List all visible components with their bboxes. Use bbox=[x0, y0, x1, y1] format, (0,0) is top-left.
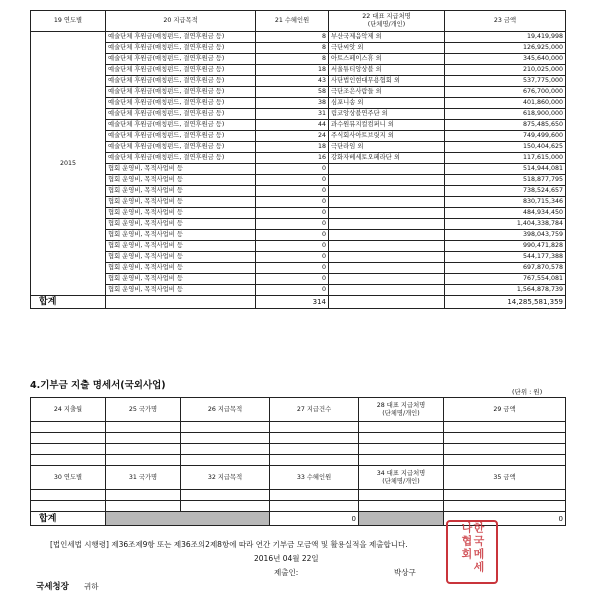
empty-row bbox=[31, 490, 566, 501]
recipients-cell: 0 bbox=[256, 263, 329, 274]
shaded-cell bbox=[106, 512, 270, 526]
table-header-row bbox=[31, 11, 566, 32]
table-row bbox=[31, 208, 566, 219]
header-year: 30 연도별 bbox=[31, 466, 106, 490]
recipients-cell: 31 bbox=[256, 109, 329, 120]
recipient-name-cell bbox=[329, 219, 445, 230]
purpose-cell: 예술단체 후원금(매칭펀드, 결연후원금 등) bbox=[106, 153, 256, 164]
table-row bbox=[31, 164, 566, 175]
amount-cell: 830,715,346 bbox=[445, 197, 566, 208]
overseas-header-row-1 bbox=[31, 398, 566, 422]
recipient-name-cell bbox=[329, 208, 445, 219]
purpose-cell: 협회 운영비, 목적사업비 등 bbox=[106, 186, 256, 197]
amount-cell: 19,419,998 bbox=[445, 32, 566, 43]
recipients-cell: 8 bbox=[256, 43, 329, 54]
empty-row bbox=[31, 422, 566, 433]
amount-cell: 618,900,000 bbox=[445, 109, 566, 120]
amount-cell: 398,043,759 bbox=[445, 230, 566, 241]
table-row bbox=[31, 87, 566, 98]
purpose-cell: 협회 운영비, 목적사업비 등 bbox=[106, 285, 256, 296]
empty-row bbox=[31, 433, 566, 444]
amount-cell: 875,485,650 bbox=[445, 120, 566, 131]
submission-date: 2016년 04월 22일 bbox=[254, 554, 319, 563]
total-count: 0 bbox=[270, 512, 359, 526]
total-blank bbox=[329, 296, 445, 309]
unit-label: (단위 : 원) bbox=[512, 388, 543, 396]
table-row bbox=[31, 186, 566, 197]
amount-cell: 676,700,000 bbox=[445, 87, 566, 98]
header-purpose: 20 지급목적 bbox=[106, 11, 256, 32]
table-row bbox=[31, 98, 566, 109]
purpose-cell: 협회 운영비, 목적사업비 등 bbox=[106, 252, 256, 263]
amount-cell: 990,471,828 bbox=[445, 241, 566, 252]
table-row bbox=[31, 131, 566, 142]
purpose-cell: 협회 운영비, 목적사업비 등 bbox=[106, 208, 256, 219]
purpose-cell: 예술단체 후원금(매칭펀드, 결연후원금 등) bbox=[106, 54, 256, 65]
recipient-name-cell: 아트스페이스휴 외 bbox=[329, 54, 445, 65]
table-row bbox=[31, 32, 566, 43]
header-amount: 35 금액 bbox=[444, 466, 566, 490]
purpose-cell: 예술단체 후원금(매칭펀드, 결연후원금 등) bbox=[106, 109, 256, 120]
recipients-cell: 44 bbox=[256, 120, 329, 131]
amount-cell: 738,524,657 bbox=[445, 186, 566, 197]
amount-cell: 117,615,000 bbox=[445, 153, 566, 164]
table-row bbox=[31, 241, 566, 252]
recipient-name-cell bbox=[329, 241, 445, 252]
header-purpose: 32 지급목적 bbox=[181, 466, 270, 490]
recipient-name-cell: 극단씨앗 외 bbox=[329, 43, 445, 54]
amount-cell: 749,499,600 bbox=[445, 131, 566, 142]
amount-cell: 697,870,578 bbox=[445, 263, 566, 274]
amount-cell: 1,404,338,784 bbox=[445, 219, 566, 230]
amount-cell: 345,640,000 bbox=[445, 54, 566, 65]
total-label: 합계 bbox=[31, 296, 106, 309]
table-row bbox=[31, 153, 566, 164]
amount-cell: 537,775,000 bbox=[445, 76, 566, 87]
recipients-cell: 0 bbox=[256, 164, 329, 175]
total-amount: 14,285,581,359 bbox=[445, 296, 566, 309]
overseas-donation-table bbox=[30, 397, 566, 526]
purpose-cell: 협회 운영비, 목적사업비 등 bbox=[106, 274, 256, 285]
shaded-cell bbox=[359, 512, 444, 526]
amount-cell: 150,404,625 bbox=[445, 142, 566, 153]
table-row bbox=[31, 175, 566, 186]
purpose-cell: 협회 운영비, 목적사업비 등 bbox=[106, 241, 256, 252]
header-recipients: 21 수혜인원 bbox=[256, 11, 329, 32]
domestic-total-row bbox=[31, 296, 566, 309]
amount-cell: 1,564,878,739 bbox=[445, 285, 566, 296]
header-country: 31 국가명 bbox=[106, 466, 181, 490]
purpose-cell: 협회 운영비, 목적사업비 등 bbox=[106, 164, 256, 175]
empty-row bbox=[31, 501, 566, 512]
official-seal-stamp: 한국메세나협회 bbox=[446, 520, 498, 584]
honorific: 귀하 bbox=[84, 582, 99, 591]
legal-statement: [법인세법 시행령] 제36조제9항 또는 제36조의2제8항에 따라 연간 기부금 모금액 및 활용실적을 제출합니다. bbox=[50, 540, 408, 549]
recipient-name-cell: 림코앙상블연주단 외 bbox=[329, 109, 445, 120]
recipients-cell: 38 bbox=[256, 98, 329, 109]
addressee: 국세청장 bbox=[36, 582, 69, 592]
recipient-name-cell bbox=[329, 197, 445, 208]
table-row bbox=[31, 230, 566, 241]
amount-cell: 544,177,388 bbox=[445, 252, 566, 263]
header-month: 24 지출월 bbox=[31, 398, 106, 422]
table-row bbox=[31, 263, 566, 274]
amount-cell: 484,934,450 bbox=[445, 208, 566, 219]
table-row bbox=[31, 274, 566, 285]
purpose-cell: 예술단체 후원금(매칭펀드, 결연후원금 등) bbox=[106, 32, 256, 43]
table-row bbox=[31, 65, 566, 76]
recipient-name-cell bbox=[329, 274, 445, 285]
recipient-name-cell: 강화자베세토오페라단 외 bbox=[329, 153, 445, 164]
recipient-name-cell bbox=[329, 186, 445, 197]
table-row bbox=[31, 219, 566, 230]
header-amount: 29 금액 bbox=[444, 398, 566, 422]
purpose-cell: 협회 운영비, 목적사업비 등 bbox=[106, 175, 256, 186]
header-rep-recipient: 34 대표 지급처명 (단체명/개인) bbox=[359, 466, 444, 490]
header-recipients: 33 수혜인원 bbox=[270, 466, 359, 490]
purpose-cell: 예술단체 후원금(매칭펀드, 결연후원금 등) bbox=[106, 43, 256, 54]
domestic-donation-table bbox=[30, 10, 566, 309]
purpose-cell: 협회 운영비, 목적사업비 등 bbox=[106, 197, 256, 208]
amount-cell: 514,944,081 bbox=[445, 164, 566, 175]
purpose-cell: 예술단체 후원금(매칭펀드, 결연후원금 등) bbox=[106, 98, 256, 109]
recipient-name-cell bbox=[329, 252, 445, 263]
recipients-cell: 0 bbox=[256, 230, 329, 241]
total-count: 314 bbox=[256, 296, 329, 309]
purpose-cell: 예술단체 후원금(매칭펀드, 결연후원금 등) bbox=[106, 65, 256, 76]
purpose-cell: 협회 운영비, 목적사업비 등 bbox=[106, 230, 256, 241]
recipients-cell: 18 bbox=[256, 65, 329, 76]
header-cases: 27 지급건수 bbox=[270, 398, 359, 422]
recipients-cell: 0 bbox=[256, 274, 329, 285]
recipients-cell: 18 bbox=[256, 142, 329, 153]
amount-cell: 401,860,000 bbox=[445, 98, 566, 109]
header-rep-recipient: 28 대표 지급처명 (단체명/개인) bbox=[359, 398, 444, 422]
recipients-cell: 8 bbox=[256, 32, 329, 43]
total-amount: 0 bbox=[444, 512, 566, 526]
header-amount: 23 금액 bbox=[445, 11, 566, 32]
total-label: 합계 bbox=[31, 512, 106, 526]
purpose-cell: 예술단체 후원금(매칭펀드, 결연후원금 등) bbox=[106, 76, 256, 87]
table-row bbox=[31, 285, 566, 296]
table-row bbox=[31, 252, 566, 263]
recipients-cell: 16 bbox=[256, 153, 329, 164]
year-cell: 2015 bbox=[31, 32, 106, 296]
recipient-name-cell bbox=[329, 230, 445, 241]
recipients-cell: 0 bbox=[256, 252, 329, 263]
recipient-name-cell: 사단법인현대무용협회 외 bbox=[329, 76, 445, 87]
recipients-cell: 43 bbox=[256, 76, 329, 87]
recipients-cell: 0 bbox=[256, 219, 329, 230]
recipients-cell: 24 bbox=[256, 131, 329, 142]
table-row bbox=[31, 109, 566, 120]
purpose-cell: 협회 운영비, 목적사업비 등 bbox=[106, 263, 256, 274]
recipients-cell: 0 bbox=[256, 186, 329, 197]
recipient-name-cell: 심포니송 외 bbox=[329, 98, 445, 109]
recipient-name-cell: 극단조은사람들 외 bbox=[329, 87, 445, 98]
submitter-name: 박상구 bbox=[394, 568, 416, 577]
header-country: 25 국가명 bbox=[106, 398, 181, 422]
header-rep-recipient: 22 대표 지급처명 (단체명/개인) bbox=[329, 11, 445, 32]
recipient-name-cell: 주식회사아트브릿지 외 bbox=[329, 131, 445, 142]
recipient-name-cell bbox=[329, 285, 445, 296]
recipients-cell: 58 bbox=[256, 87, 329, 98]
table-row bbox=[31, 142, 566, 153]
purpose-cell: 협회 운영비, 목적사업비 등 bbox=[106, 219, 256, 230]
recipient-name-cell: 서울튜티앙상블 외 bbox=[329, 65, 445, 76]
table-row bbox=[31, 120, 566, 131]
purpose-cell: 예술단체 후원금(매칭펀드, 결연후원금 등) bbox=[106, 142, 256, 153]
empty-row bbox=[31, 444, 566, 455]
recipient-name-cell: 극단라임 외 bbox=[329, 142, 445, 153]
recipients-cell: 0 bbox=[256, 208, 329, 219]
recipients-cell: 0 bbox=[256, 175, 329, 186]
header-purpose: 26 지급목적 bbox=[181, 398, 270, 422]
recipients-cell: 0 bbox=[256, 241, 329, 252]
amount-cell: 210,025,000 bbox=[445, 65, 566, 76]
recipient-name-cell: 부산국제음악제 외 bbox=[329, 32, 445, 43]
amount-cell: 518,877,795 bbox=[445, 175, 566, 186]
recipients-cell: 8 bbox=[256, 54, 329, 65]
amount-cell: 767,554,081 bbox=[445, 274, 566, 285]
recipient-name-cell bbox=[329, 263, 445, 274]
header-year: 19 연도별 bbox=[31, 11, 106, 32]
purpose-cell: 예술단체 후원금(매칭펀드, 결연후원금 등) bbox=[106, 131, 256, 142]
purpose-cell: 예술단체 후원금(매칭펀드, 결연후원금 등) bbox=[106, 87, 256, 98]
total-blank bbox=[106, 296, 256, 309]
section-title: 4.기부금 지출 명세서(국외사업) bbox=[30, 380, 166, 391]
overseas-header-row-2 bbox=[31, 466, 566, 490]
recipients-cell: 0 bbox=[256, 197, 329, 208]
recipient-name-cell: 과수원뮤지컬컴퍼니 외 bbox=[329, 120, 445, 131]
table-row bbox=[31, 43, 566, 54]
recipients-cell: 0 bbox=[256, 285, 329, 296]
table-row bbox=[31, 76, 566, 87]
table-row bbox=[31, 54, 566, 65]
recipient-name-cell bbox=[329, 175, 445, 186]
amount-cell: 126,925,000 bbox=[445, 43, 566, 54]
submitter-label: 제출인: bbox=[274, 568, 299, 577]
empty-row bbox=[31, 455, 566, 466]
recipient-name-cell bbox=[329, 164, 445, 175]
table-row bbox=[31, 197, 566, 208]
purpose-cell: 예술단체 후원금(매칭펀드, 결연후원금 등) bbox=[106, 120, 256, 131]
